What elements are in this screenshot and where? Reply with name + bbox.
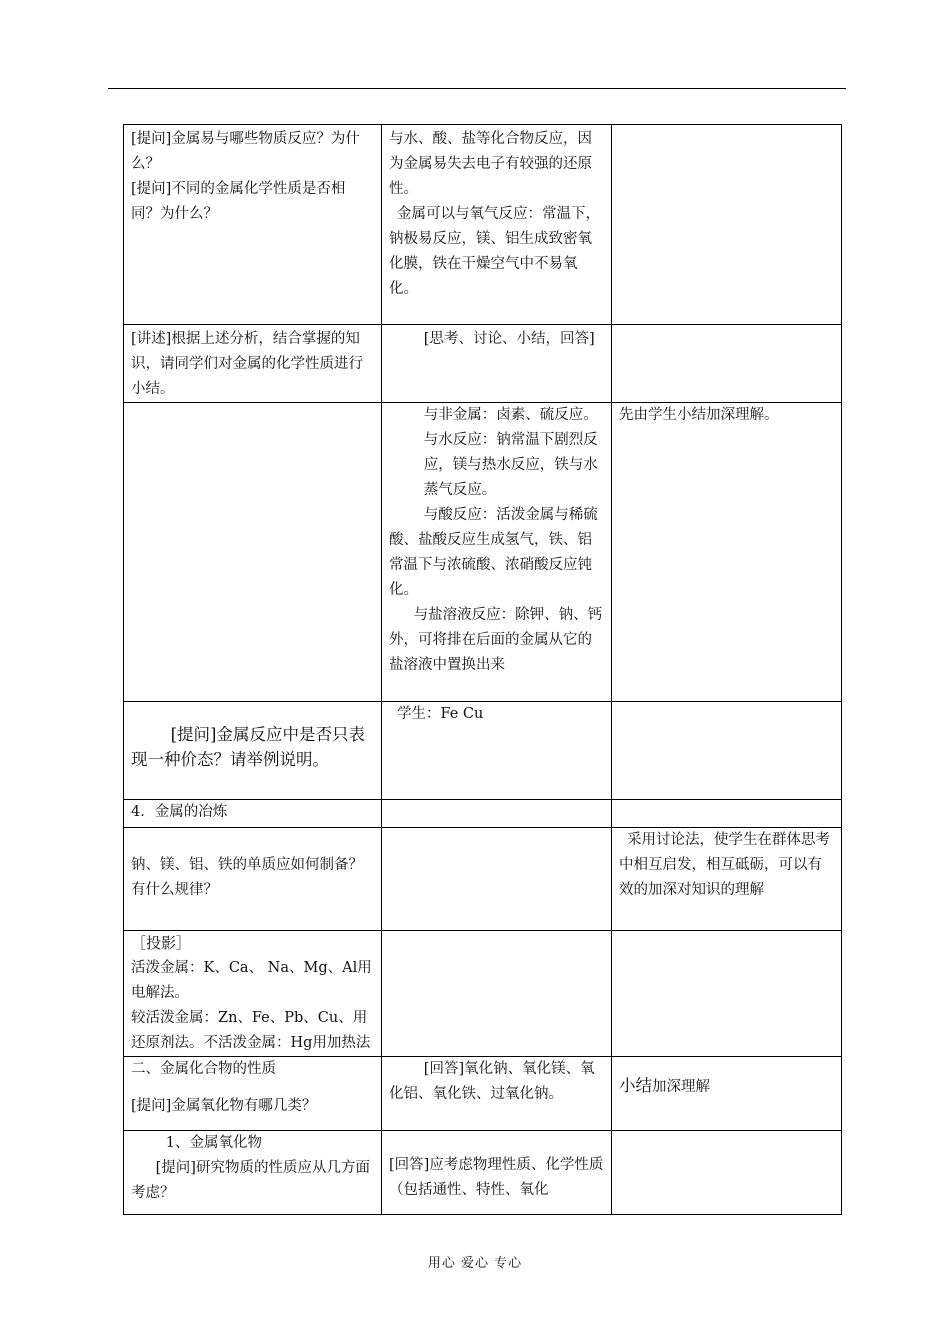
question-text: [提问]不同的金属化学性质是否相同？为什么？: [131, 181, 346, 222]
question-text: [提问]金属反应中是否只表现一种价态？请举例说明。: [131, 725, 365, 769]
design-intent-cell: [612, 702, 842, 800]
design-intent-cell: [612, 403, 842, 702]
projection-text: 较活泼金属：Zn、Fe、Pb、Cu、用还原剂法。不活泼金属：Hg用加热法: [131, 1010, 371, 1051]
teacher-activity-cell: [124, 828, 382, 931]
student-activity-cell: [382, 931, 612, 1057]
intent-text: 小结: [619, 1076, 652, 1095]
design-intent-cell: [612, 800, 842, 828]
question-text: [提问]研究物质的性质应从几方面考虑？: [131, 1160, 370, 1201]
question-text: 钠、镁、铝、铁的单质应如何制备？有什么规律？: [131, 857, 363, 898]
question-text: [提问]金属氧化物有哪几类？: [131, 1098, 317, 1114]
student-activity-cell: [382, 800, 612, 828]
table-row: [124, 1131, 842, 1215]
answer-text: [回答]应考虑物理性质、化学性质（包括通性、特性、氧化: [389, 1157, 604, 1198]
table-row: [124, 125, 842, 325]
section-heading: 4．金属的冶炼: [131, 804, 228, 820]
summary-item: 与水反应：钠常温下剧烈反应，镁与热水反应，铁与水蒸气反应。: [423, 432, 598, 498]
student-activity-cell: [382, 1131, 612, 1215]
page-footer: 用心 爱心 专心: [427, 1256, 523, 1271]
projection-label: ［投影］: [131, 934, 192, 952]
teacher-activity-cell: [124, 403, 382, 702]
lesson-plan-table: [123, 124, 842, 1215]
answer-text: [思考、讨论、小结，回答]: [423, 331, 595, 347]
summary-item: 与盐溶液反应：除钾、钠、钙外，可将排在后面的金属从它的盐溶液中置换出来: [389, 607, 603, 673]
teacher-activity-cell: [124, 1131, 382, 1215]
answer-text: 学生：Fe Cu: [396, 706, 484, 722]
intent-text: 采用讨论法，使学生在群体思考中相互启发，相互砥砺，可以有效的加深对知识的理解: [619, 832, 830, 898]
section-heading: 二、金属化合物的性质: [131, 1061, 276, 1077]
design-intent-cell: [612, 325, 842, 403]
table-row: [124, 1057, 842, 1131]
student-activity-cell: [382, 125, 612, 325]
teacher-activity-cell: [124, 702, 382, 800]
table-row: [124, 931, 842, 1057]
teacher-activity-cell: [124, 1057, 382, 1131]
table-row: [124, 828, 842, 931]
design-intent-cell: [612, 931, 842, 1057]
student-activity-cell: [382, 1057, 612, 1131]
section-heading-cell: [124, 800, 382, 828]
answer-text: [回答]氧化钠、氧化镁、氧化铝、氧化铁、过氧化钠。: [389, 1061, 595, 1102]
projection-text: 活泼金属：K、Ca、 Na、Mg、Al用电解法。: [131, 960, 372, 1001]
table-row: [124, 702, 842, 800]
design-intent-cell: [612, 828, 842, 931]
design-intent-cell: [612, 1057, 842, 1131]
answer-text: 金属可以与氧气反应：常温下，钠极易反应，镁、铝生成致密氧化膜，铁在干燥空气中不易氧化。: [389, 206, 600, 297]
design-intent-cell: [612, 125, 842, 325]
student-activity-cell: [382, 403, 612, 702]
teacher-activity-cell: [124, 325, 382, 403]
student-activity-cell: [382, 702, 612, 800]
answer-text: 与水、酸、盐等化合物反应，因为金属易失去电子有较强的还原性。: [389, 131, 592, 197]
student-activity-cell: [382, 828, 612, 931]
table-row: [124, 325, 842, 403]
teacher-activity-cell: [124, 931, 382, 1057]
summary-item: 与非金属：卤素、硫反应。: [423, 407, 598, 423]
student-activity-cell: [382, 325, 612, 403]
question-text: [提问]金属易与哪些物质反应？为什么？: [131, 131, 360, 172]
lecture-text: [讲述]根据上述分析，结合掌握的知识，请同学们对金属的化学性质进行小结。: [131, 331, 363, 397]
summary-item: 与酸反应：活泼金属与稀硫酸、盐酸反应生成氢气，铁、铝常温下与浓硫酸、浓硝酸反应钝化。: [389, 507, 598, 598]
intent-text: 加深理解: [652, 1079, 710, 1095]
design-intent-cell: [612, 1131, 842, 1215]
teacher-activity-cell: [124, 125, 382, 325]
table-row: [124, 403, 842, 702]
section-heading: 1、金属氧化物: [165, 1135, 263, 1151]
table-row: [124, 800, 842, 828]
intent-text: 先由学生小结加深理解。: [619, 407, 779, 423]
header-rule: [108, 88, 846, 89]
